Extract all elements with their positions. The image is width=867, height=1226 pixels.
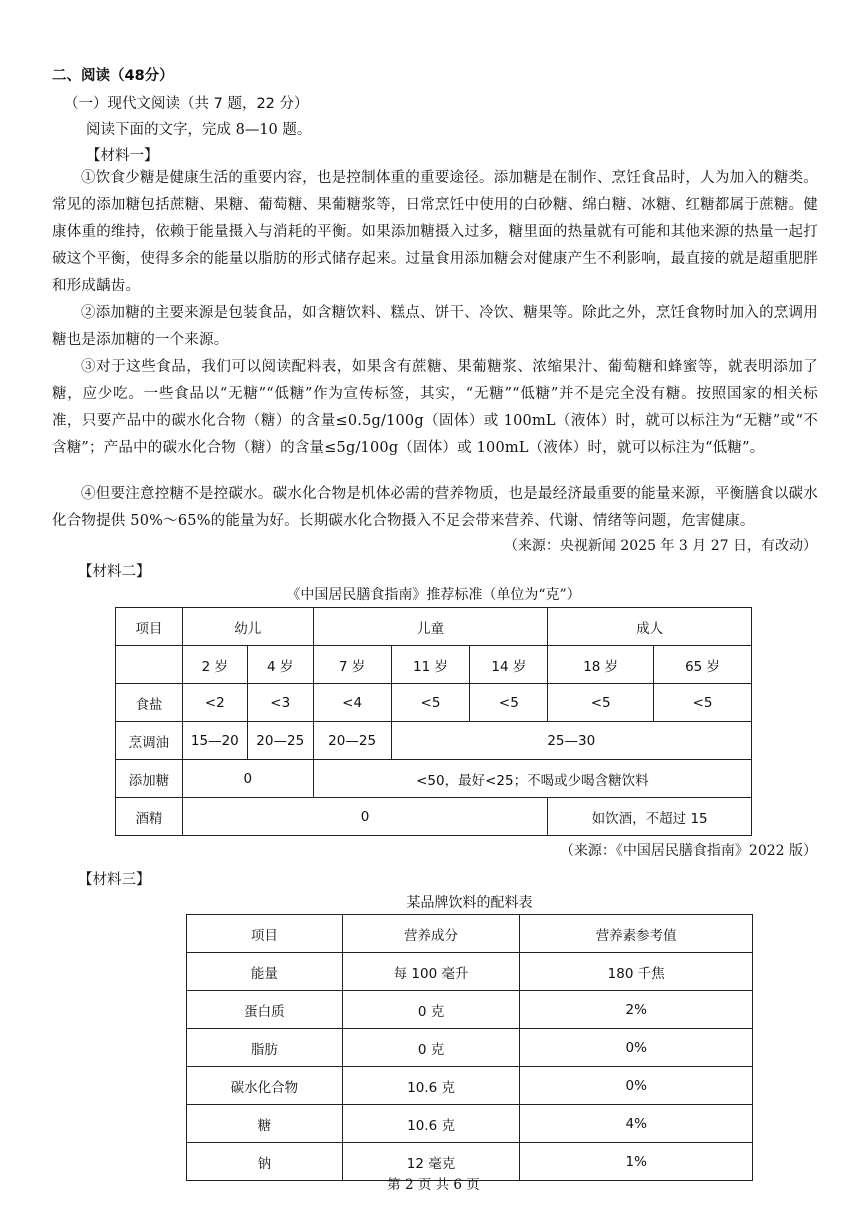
table-cell: 12 毫克	[342, 1143, 520, 1181]
table-cell: 每 100 毫升	[342, 953, 520, 991]
age-cell: 65 岁	[654, 646, 752, 684]
group-adult: 成人	[548, 608, 752, 646]
table-cell: 15—20	[182, 722, 247, 760]
table-cell	[116, 646, 183, 684]
table-cell: 4%	[520, 1105, 753, 1143]
table-cell: 20—25	[313, 722, 391, 760]
table-cell: <5	[391, 684, 470, 722]
table-row	[187, 953, 753, 991]
material1-paragraph-2: ②添加糖的主要来源是包装食品，如含糖饮料、糕点、饼干、冷饮、糖果等。除此之外，烹饪食物时加入的烹调用糖也是添加糖的一个来源。	[52, 305, 818, 348]
column-header: 营养素参考值	[520, 915, 753, 953]
material2-label: 【材料二】	[78, 564, 151, 580]
dietary-guideline-table	[115, 607, 752, 836]
age-cell: 2 岁	[182, 646, 247, 684]
material3-caption: 某品牌饮料的配料表	[406, 895, 533, 911]
material3-label: 【材料三】	[78, 872, 151, 888]
material1-paragraph-4: ④但要注意控糖不是控碳水。碳水化合物是机体必需的营养物质，也是最经济最重要的能量来源，平衡膳食以碳水化合物提供 50%～65%的能量为好。长期碳水化合物摄入不足会带来营养、代谢、情绪等问题，危害健康。	[52, 486, 818, 529]
column-header: 营养成分	[342, 915, 520, 953]
subsection-title: （一）现代文阅读（共 7 题，22 分）	[64, 96, 309, 112]
age-cell: 4 岁	[247, 646, 313, 684]
table-header-row	[187, 915, 753, 953]
table-cell: <3	[247, 684, 313, 722]
table-cell: 0	[182, 798, 547, 836]
age-cell: 7 岁	[313, 646, 391, 684]
table-cell: 钠	[187, 1143, 343, 1181]
table-row	[116, 760, 752, 798]
column-header: 项目	[187, 915, 343, 953]
table-row	[187, 1029, 753, 1067]
table-cell: 0	[182, 760, 313, 798]
material2-caption: 《中国居民膳食指南》推荐标准（单位为“克”）	[286, 587, 581, 603]
row-label-sugar: 添加糖	[116, 760, 183, 798]
beverage-ingredient-table	[186, 914, 753, 1181]
table-row	[187, 1105, 753, 1143]
table-cell: 蛋白质	[187, 991, 343, 1029]
table-cell: <5	[470, 684, 548, 722]
section-title: 二、阅读（48分）	[52, 68, 174, 84]
table-cell: 0%	[520, 1067, 753, 1105]
table-cell: 0 克	[342, 991, 520, 1029]
group-child: 儿童	[313, 608, 548, 646]
table-row	[116, 722, 752, 760]
instruction: 阅读下面的文字，完成 8—10 题。	[86, 122, 312, 138]
material1-paragraph-3: ③对于这些食品，我们可以阅读配料表，如果含有蔗糖、果葡糖浆、浓缩果汁、葡萄糖和蜂蜜等，就表明添加了糖，应少吃。一些食品以“无糖”“低糖”作为宣传标签，其实，“无糖”“低糖”并不是完全没有糖。按照国家的相关标准，只要产品中的碳水化合物（糖）的含量≤0.5g/100g（固体）或 100mL（液体）时，就可以标注为“无糖”或“不含糖”；产品中的碳水化合物（糖）的含量≤5g/100g（固体）或 100mL（液体）时，就可以标注为“低糖”。	[52, 359, 818, 456]
age-cell: 11 岁	[391, 646, 470, 684]
table-row	[187, 1067, 753, 1105]
table-cell: 180 千焦	[520, 953, 753, 991]
table-cell: 2%	[520, 991, 753, 1029]
group-toddler: 幼儿	[182, 608, 313, 646]
table-row	[116, 608, 752, 646]
table-cell: 20—25	[247, 722, 313, 760]
row-label-oil: 烹调油	[116, 722, 183, 760]
row-label-alcohol: 酒精	[116, 798, 183, 836]
page-number: 第 2 页 共 6 页	[387, 1177, 480, 1193]
table-cell: 10.6 克	[342, 1067, 520, 1105]
table-cell: <5	[654, 684, 752, 722]
table-row	[187, 991, 753, 1029]
table-cell: 0%	[520, 1029, 753, 1067]
table-cell: 脂肪	[187, 1029, 343, 1067]
material1-source: （来源：央视新闻 2025 年 3 月 27 日，有改动）	[503, 538, 817, 554]
row-label-salt: 食盐	[116, 684, 183, 722]
material1-label: 【材料一】	[86, 148, 159, 164]
table-cell: <50，最好<25；不喝或少喝含糖饮料	[313, 760, 751, 798]
table-cell: <5	[548, 684, 654, 722]
header-item: 项目	[116, 608, 183, 646]
table-cell: 能量	[187, 953, 343, 991]
age-cell: 14 岁	[470, 646, 548, 684]
table-row	[116, 684, 752, 722]
table-cell: <4	[313, 684, 391, 722]
table-cell: 25—30	[391, 722, 751, 760]
table-cell: <2	[182, 684, 247, 722]
table-row	[116, 646, 752, 684]
age-cell: 18 岁	[548, 646, 654, 684]
table-cell: 1%	[520, 1143, 753, 1181]
table-cell: 糖	[187, 1105, 343, 1143]
table-cell: 0 克	[342, 1029, 520, 1067]
table-row	[116, 798, 752, 836]
material2-source: （来源：《中国居民膳食指南》2022 版）	[559, 843, 817, 859]
material1-paragraph-1: ①饮食少糖是健康生活的重要内容，也是控制体重的重要途径。添加糖是在制作、烹饪食品时，人为加入的糖类。常见的添加糖包括蔗糖、果糖、葡萄糖、果葡糖浆等，日常烹饪中使用的白砂糖、绵白糖、冰糖、红糖都属于蔗糖。健康体重的维持，依赖于能量摄入与消耗的平衡。如果添加糖摄入过多，糖里面的热量就有可能和其他来源的热量一起打破这个平衡，使得多余的能量以脂肪的形式储存起来。过量食用添加糖会对健康产生不利影响，最直接的就是超重肥胖和形成龋齿。	[52, 170, 818, 294]
table-cell: 10.6 克	[342, 1105, 520, 1143]
table-cell: 碳水化合物	[187, 1067, 343, 1105]
table-cell: 如饮酒，不超过 15	[548, 798, 752, 836]
